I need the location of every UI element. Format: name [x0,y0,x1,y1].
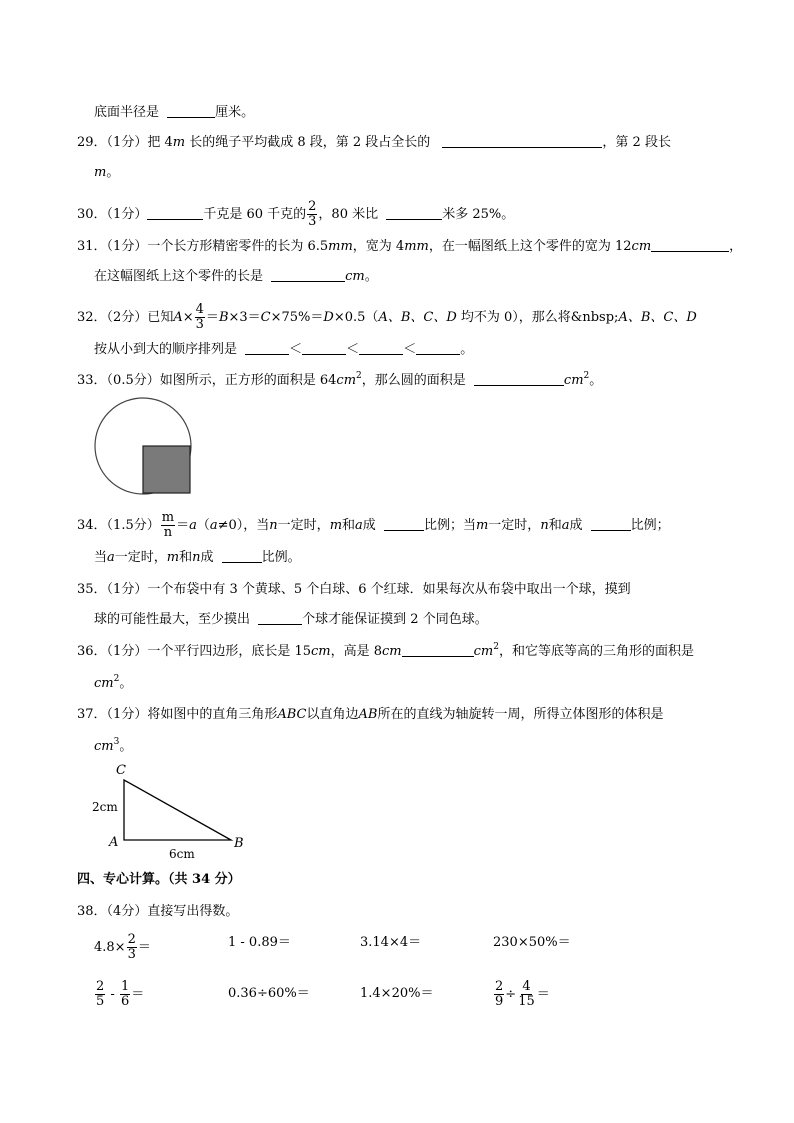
q31-line1: 31．（1分）一个长方形精密零件的长为 6.5mm，宽为 4mm，在一幅图纸上这个零件的宽为 12cm ， [77,239,743,254]
q31-length-blank[interactable] [271,267,345,282]
q32-blank-3[interactable] [359,340,403,355]
calc-item-1: 4.8× $\frac{2}{3}$ ＝ [94,932,151,962]
q28-line: 底面半径是 厘米。 [94,105,255,120]
q34-fraction: $\frac{m}{n}$ [161,510,175,540]
q30-blank-1[interactable] [147,205,203,220]
vertex-c-label: C [116,763,126,778]
side-ac-label: 2cm [92,800,118,814]
q30-fraction: $\frac{2}{3}$ [308,199,317,229]
circle-square-figure [92,397,196,501]
q35-line2: 球的可能性最大，至少摸出 个球才能保证摸到 2 个同色球。 [94,612,488,627]
vertex-a-label: A [109,835,119,850]
q28-answer-blank[interactable] [167,103,215,118]
section-title: 四、专心计算。（共 34 分） [77,872,241,887]
q37-line1: 37．（1分）将如图中的直角三角形ABC以直角边AB所在的直线为轴旋转一周，所得立体图形的体积是 [77,707,664,722]
q32-blank-2[interactable] [302,340,346,355]
calc-item-8: $\frac{2}{9}$ ÷ $\frac{4}{15}$ ＝ [495,979,550,1009]
calc-item-7: 1.4×20%＝ [360,986,434,1001]
q30-line: 30．（1分） 千克是 60 千克的 $\frac{2}{3}$ ，80 米比 米多 25%。 [77,199,515,229]
side-ab-label: 6cm [169,847,195,861]
q36-blank[interactable] [402,642,474,657]
calc-item-3: 3.14×4＝ [360,935,422,950]
q34-line2: 当a一定时，m和n成 比例。 [94,550,301,565]
q33-line: 33．（0.5分）如图所示，正方形的面积是 $64cm^2$，那么圆的面积是 $cm^2$。 [77,371,603,388]
q29-fraction-blank[interactable] [442,133,602,148]
q33-area-blank[interactable] [474,371,564,386]
calc-item-5: $\frac{2}{5}$ - $\frac{1}{6}$ ＝ [96,979,145,1009]
square-shape [143,446,190,493]
q35-blank[interactable] [258,610,302,625]
calc-item-4: 230×50%＝ [493,935,571,950]
q36-line2: $cm^2$。 [94,674,133,691]
vertex-b-label: B [234,836,244,851]
q32-blank-4[interactable] [416,340,460,355]
q31-line2: 在这幅图纸上这个零件的长是 cm。 [94,269,378,284]
q29-line2: m。 [94,165,120,180]
calc-item-6: 0.36÷60%＝ [228,986,310,1001]
q34-blank-3[interactable] [222,548,262,563]
right-triangle-shape [124,780,231,840]
q32-blank-1[interactable] [245,340,289,355]
q32-line1: 32．（2分）已知A× $\frac{4}{3}$ ＝B×3＝C×75%＝D×0.5（A、B、C、D 均不为 0），那么将&nbsp;A、B、C、D [77,302,697,332]
q36-line1: 36．（1分）一个平行四边形，底长是 15cm，高是 8cm $cm^2$，和它等底等高的三角形的面积是 [77,642,694,659]
q34-blank-2[interactable] [591,516,631,531]
q34-line1: 34．（1.5分） $\frac{m}{n}$ ＝a（a≠0），当n一定时，m和a成 比例；当m一定时，n和a成 比例； [77,510,670,540]
q29-line1: 29．（1分）把 4m 长的绳子平均截成 8 段，第 2 段占全长的 ，第 2 段长 [77,135,671,150]
q32-line2: 按从小到大的顺序排列是 ＜ ＜ ＜ 。 [94,342,474,357]
triangle-figure [88,760,258,864]
calc-item-2: 1 - 0.89＝ [228,935,291,950]
q31-scale-blank[interactable] [651,237,729,252]
q32-fraction: $\frac{4}{3}$ [195,302,204,332]
q37-line2: $cm^3$。 [94,737,133,754]
q34-blank-1[interactable] [384,516,424,531]
q35-line1: 35．（1分）一个布袋中有 3 个黄球、5 个白球、6 个红球．如果每次从布袋中取出一个球，摸到 [77,582,631,597]
q38-line: 38．（4分）直接写出得数。 [77,904,239,919]
q30-blank-2[interactable] [386,205,442,220]
